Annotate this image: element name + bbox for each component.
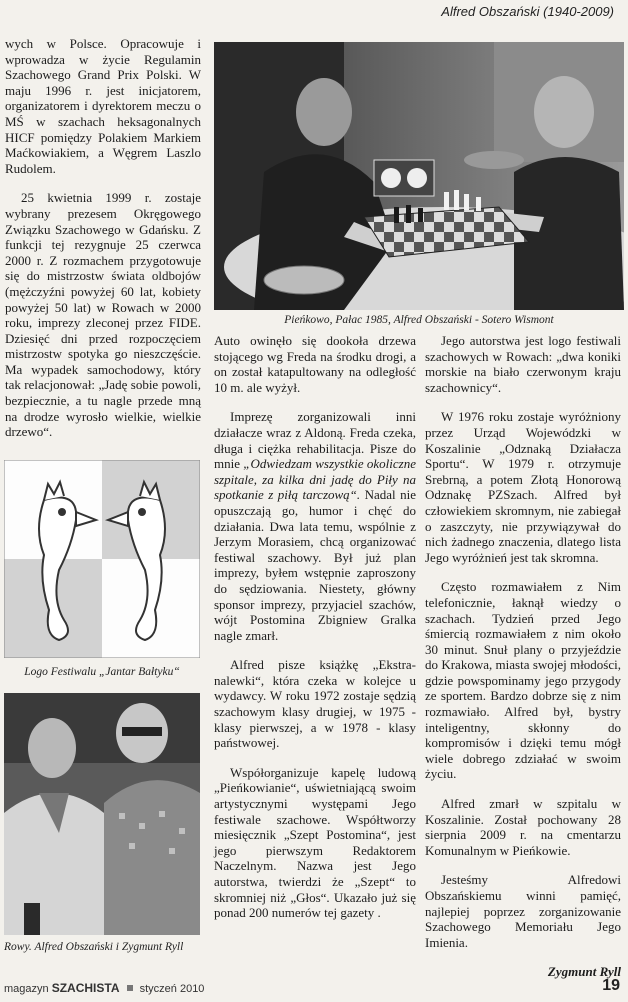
portrait-photo [4,693,200,935]
chess-game-photo [214,42,624,310]
paragraph: wych w Polsce. Opracowuje i wprowadza w życie Regulamin Szachowego Grand Prix Polski. W maju 1996 r. jest inicjatorem, organizatorem i dyrektorem meczu o MŚ w szachach heksagonalnych HICF pomiędzy Polakiem Markiem Maćkowiakiem, a Węgrem Laszlo Rudolem. [5,36,201,176]
footer [4,981,204,995]
column-1 [5,36,201,454]
magazine-prefix: magazyn [4,983,49,995]
quote: „Odwiedzam wszystkie okoliczne szpitale, za kilka dni jadę do Piły na spotkanie z piłą tarczową“. [214,456,416,503]
paragraph: W 1976 roku zostaje wyróżniony przez Urząd Wojewódzki w Koszalinie „Odznaką Działacza Sportu“. W 1979 r. otrzymuje Srebrną, a potem Złotą Honorową Odznakę PZSzach. Alfred był człowiekiem skromnym, nie zabiegał o zaszczyty, nie przywiązywał do nich żadnego znaczenia, dlatego lista Jego wyróżnień jest tak skromna. [425,409,621,565]
author-signature: Zygmunt Ryll [547,964,621,980]
paragraph: Jego autorstwa jest logo festiwali szachowych w Rowach: „dwa koniki morskie na biało czerwonym kraju szachownicy“. [425,333,621,395]
column-2 [214,333,416,935]
magazine-name: SZACHISTA [51,981,120,995]
paragraph: Często rozmawiałem z Nim telefonicznie, łaknął wiedzy o szachach. Tydzień przed Jego śmiercią rozmawiałem z nim około 30 minut. Snuł plany o przyjeździe do Krakowa, miasta swojej młodości, gdzie powspominamy jego przygody ze sportem. Bardzo dobrze się z nim rozmawiało. Alfred był, bystry inteligentny, skłonny do kompromisów i dzięki temu mógł wiele dobrego zdziałać w swoim życiu. [425,579,621,782]
issue-date: styczeń 2010 [139,983,205,995]
logo-caption: Logo Festiwalu „Jantar Bałtyku“ [24,666,180,678]
photo-caption: Pieńkowo, Pałac 1985, Alfred Obszański - Sotero Wismont [284,314,554,326]
festival-logo-seahorses [4,460,200,658]
text-run: Imprezę zorganizowali inni działacze wraz z Aldoną. Freda czeka, długa i ciężka rehabilitacja. Pisze do mnie [214,409,416,472]
paragraph: 25 kwietnia 1999 r. zostaje wybrany prezesem Okręgowego Związku Szachowego w Gdańsku. Z funkcji tej rezygnuje 25 czerwca 2000 r. Z rozmachem przygotowuje się do mistrzostw świata oldbojów (mężczyźni powyżej 60 lat, kobiety powyżej 50 lat) w Rowach w 2000 roku, imprezy zleconej przez FIDE. Dziesięć dni przed rozpoczęciem mistrzostw spotyka go nieszczęście. Ma wypadek samochodowy, który tak relacjonował: „Jadę sobie powoli, bezpiecznie, a tu nagle przede mną na drodze wyrosło wielkie, wielkie drzewo“. [5,190,201,440]
paragraph: Alfred pisze książkę „Ekstra-nalewki“, która czeka w kolejce u wydawcy. W roku 1972 zostaje sędzią szachowym klasy drugiej, w 1975 - klasy pierwszej, a w 1978 - klasy państwowej. [214,657,416,751]
paragraph: Jesteśmy Alfredowi Obszańskiemu winni pamięć, najlepiej poprzez zorganizowanie Szachowego Memoriału Jego Imienia. [425,872,621,950]
paragraph [214,409,416,643]
separator-square-icon [127,985,133,991]
paragraph: Współorganizuje kapelę ludową „Pieńkowianie“, uświetniającą swoim artystycznymi występami Jego festiwale szachowe. Współtworzy miesięcznik „Szept Postomina“, jest jego pierwszym Redaktorem Naczelnym. Nazwa jest Jego autorstwa, twierdzi że „Szept“ to skromniej niż „Głos“. Ukazało już się ponad 200 numerów tej gazety . [214,764,416,921]
column-3 [425,333,621,994]
paragraph: Alfred zmarł w szpitalu w Koszalinie. Został pochowany 28 sierpnia 2009 r. na cmentarzu Komunalnym w Pieńkowie. [425,796,621,858]
running-title: Alfred Obszański (1940-2009) [441,4,614,19]
text-run: Nadal nie opuszczają go, humor i chęć do działania. Dwa lata temu, wspólnie z Jerzym Morasiem, chcą organizować festiwal szachowy. Był już plan imprezy, byłem wstępnie zaproszony do sędziowania. Niestety, główny sponsor imprezy, przyjaciel szachów, wójt Postomina Zbigniew Gralka nagle zmarł. [214,487,416,643]
page-number: 19 [602,977,620,994]
paragraph: Auto owinęło się dookoła drzewa stojącego wg Freda na środku drogi, a on został katapultowany na odległość 10 m. ale wyżył. [214,333,416,395]
photo-caption: Rowy. Alfred Obszański i Zygmunt Ryll [4,941,184,953]
